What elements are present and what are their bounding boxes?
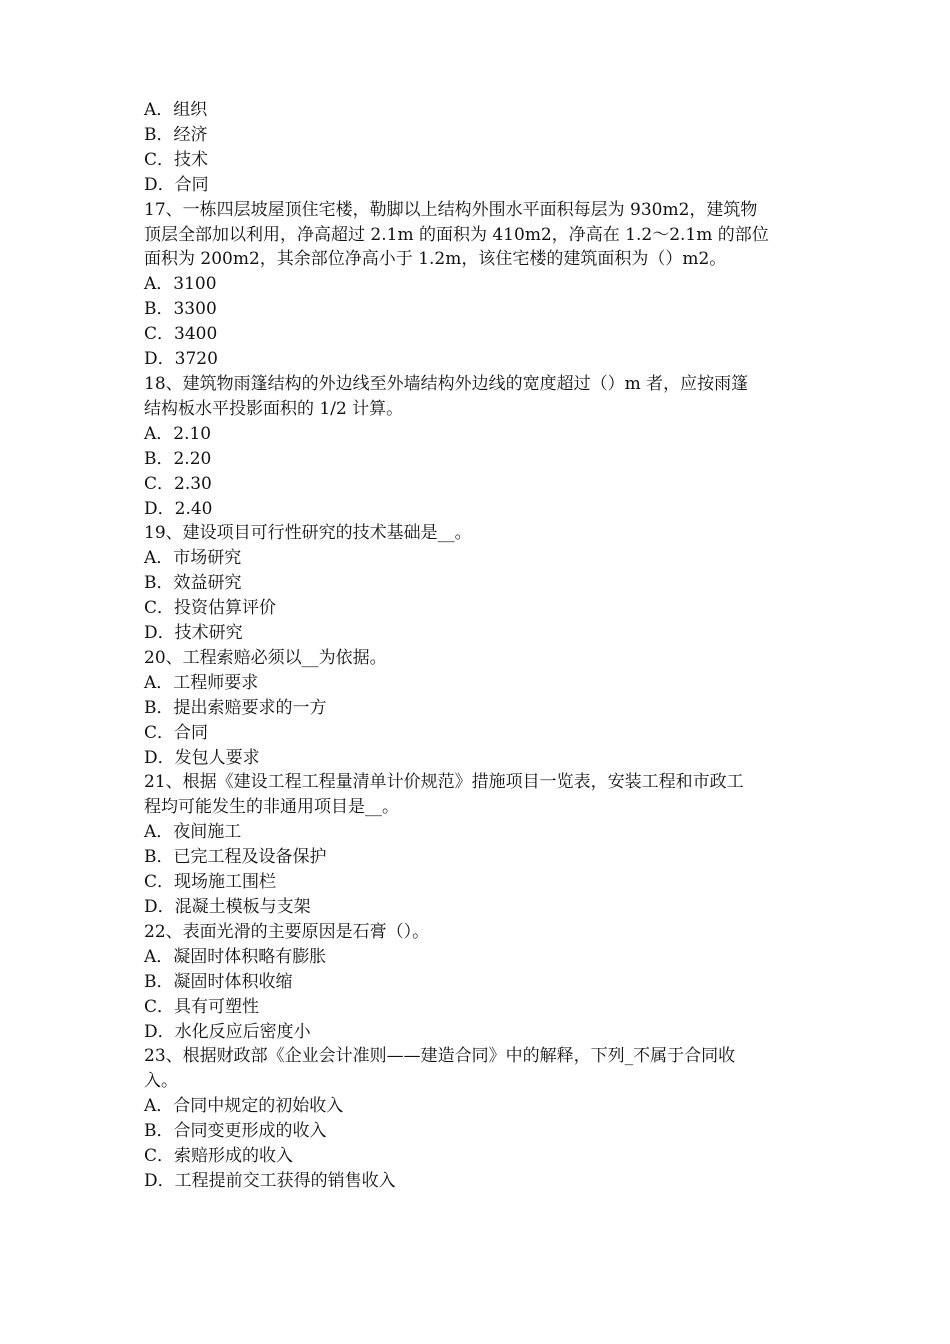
option-a: A．合同中规定的初始收入: [144, 1096, 344, 1117]
option-b: B．2.20: [144, 448, 212, 469]
question-18: [144, 372, 816, 521]
option-a: A．市场研究: [144, 548, 242, 569]
option-d: D．混凝土模板与支架: [144, 897, 311, 917]
option-d: D．水化反应后密度小: [144, 1021, 311, 1042]
option-c: C．投资估算评价: [144, 598, 277, 619]
option-a: A．3100: [144, 274, 217, 295]
leading-options: [144, 98, 816, 198]
option-b: B．效益研究: [144, 573, 242, 594]
option-a: A．工程师要求: [144, 672, 259, 693]
option-c: C．合同: [144, 722, 209, 743]
question-stem: 顶层全部加以利用，净高超过 2.1m 的面积为 410m2，净高在 1.2～2.1m 的部位: [144, 224, 769, 245]
option-d: D．发包人要求: [144, 747, 260, 768]
question-stem: 20、工程索赔必须以__为依据。: [144, 647, 387, 668]
option-d: D．2.40: [144, 498, 213, 519]
option-c: C．3400: [144, 324, 218, 345]
option-d: D．工程提前交工获得的销售收入: [144, 1170, 396, 1191]
question-stem: 程均可能发生的非通用项目是__。: [144, 797, 399, 818]
option-b: B．已完工程及设备保护: [144, 847, 327, 868]
option-a: A．2.10: [144, 423, 212, 444]
question-stem: 21、根据《建设工程工程量清单计价规范》措施项目一览表，安装工程和市政工: [144, 772, 744, 793]
option-b: B．经济: [144, 124, 208, 145]
option-c: C．技术: [144, 149, 209, 170]
question-17: [144, 198, 816, 372]
question-stem: 22、表面光滑的主要原因是石膏（）。: [144, 921, 430, 942]
question-21: [144, 770, 816, 919]
option-b: B．合同变更形成的收入: [144, 1121, 327, 1142]
option-a: A．凝固时体积略有膨胀: [144, 946, 327, 967]
question-23: [144, 1044, 816, 1193]
option-b: B．3300: [144, 299, 217, 320]
question-stem: 结构板水平投影面积的 1/2 计算。: [144, 398, 404, 419]
option-d: D．3720: [144, 349, 218, 370]
question-stem: 18、建筑物雨篷结构的外边线至外墙结构外边线的宽度超过（）m 者，应按雨篷: [144, 373, 749, 394]
question-stem: 17、一栋四层坡屋顶住宅楼，勒脚以上结构外围水平面积每层为 930m2，建筑物: [144, 199, 758, 220]
question-stem: 19、建设项目可行性研究的技术基础是__。: [144, 523, 472, 544]
option-a: A．夜间施工: [144, 822, 242, 843]
option-b: B．提出索赔要求的一方: [144, 697, 327, 718]
option-d: D．技术研究: [144, 623, 243, 644]
option-b: B．凝固时体积收缩: [144, 971, 293, 992]
document-page: [144, 98, 816, 1194]
question-20: [144, 646, 816, 771]
question-stem: 入。: [144, 1071, 178, 1092]
question-stem: 23、根据财政部《企业会计准则——建造合同》中的解释，下列_不属于合同收: [144, 1046, 736, 1067]
question-stem: 面积为 200m2，其余部位净高小于 1.2m，该住宅楼的建筑面积为（）m2。: [144, 249, 727, 270]
option-c: C．具有可塑性: [144, 996, 260, 1017]
option-d: D．合同: [144, 174, 209, 195]
question-19: [144, 521, 816, 646]
question-22: [144, 920, 816, 1045]
option-c: C．2.30: [144, 473, 212, 494]
option-c: C．索赔形成的收入: [144, 1146, 294, 1167]
option-c: C．现场施工围栏: [144, 872, 277, 893]
option-a: A．组织: [144, 100, 208, 120]
